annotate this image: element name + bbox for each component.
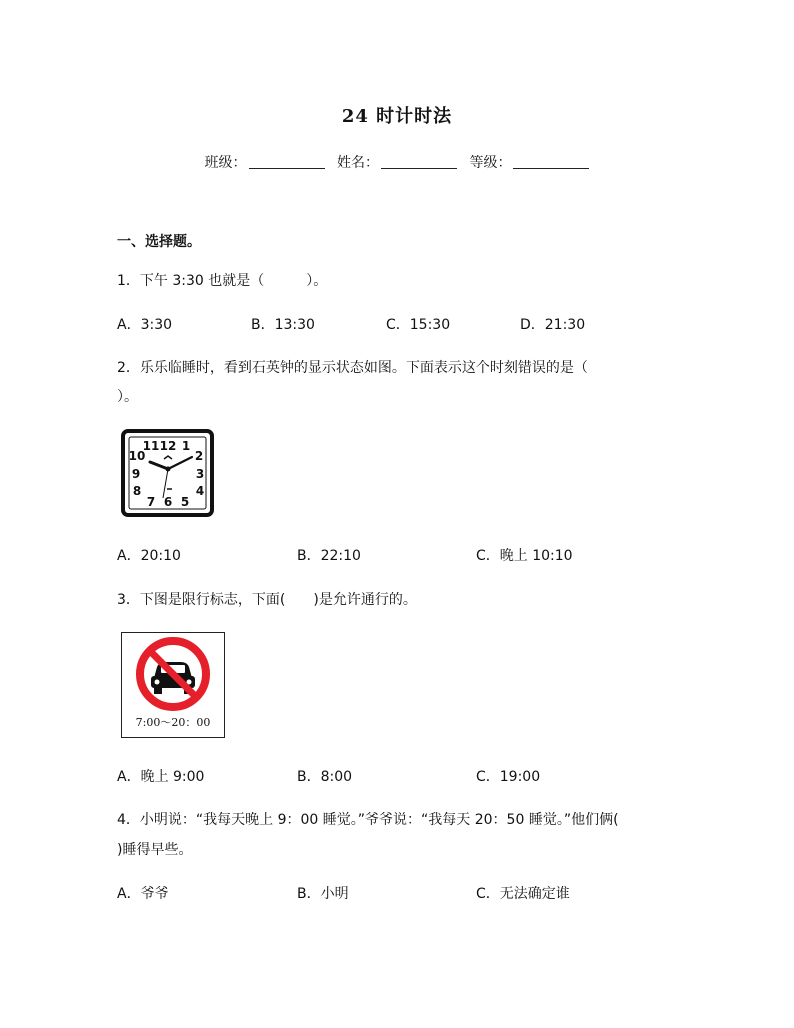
q4-option-c[interactable]: C．无法确定谁 xyxy=(476,886,570,902)
grade-label: 等级： xyxy=(469,155,512,171)
no-car-sign-image xyxy=(121,632,225,738)
student-info-row xyxy=(0,152,794,172)
q4-option-a[interactable]: A．爷爷 xyxy=(117,886,169,902)
grade-blank[interactable] xyxy=(513,154,589,169)
clock-numeral-11: 11 xyxy=(142,439,160,453)
question-1-text: 1．下午 3:30 也就是（ ）。 xyxy=(117,273,328,289)
clock-numeral-3: 3 xyxy=(195,467,205,481)
question-4-text-line1: 4．小明说：“我每天晚上 9：00 睡觉。”爷爷说：“我每天 20：50 睡觉。”他们俩( xyxy=(117,812,619,828)
grade-field xyxy=(469,152,589,172)
q1-option-c[interactable]: C．15:30 xyxy=(386,317,451,333)
clock-numeral-4: 4 xyxy=(195,484,205,498)
q3-option-b[interactable]: B．8:00 xyxy=(297,769,353,785)
clock-numeral-7: 7 xyxy=(146,495,156,509)
clock-image xyxy=(120,428,215,518)
clock-numeral-9: 9 xyxy=(131,467,141,481)
clock-numeral-5: 5 xyxy=(180,495,190,509)
q1-option-b[interactable]: B．13:30 xyxy=(251,317,315,333)
class-blank[interactable] xyxy=(249,154,325,169)
clock-numeral-8: 8 xyxy=(132,484,142,498)
page-title: 24 时计时法 xyxy=(341,106,453,127)
clock-center xyxy=(166,467,171,472)
question-2-text-line1: 2．乐乐临睡时，看到石英钟的显示状态如图。下面表示这个时刻错误的是（ xyxy=(117,360,588,376)
class-field xyxy=(205,152,325,172)
name-label: 姓名： xyxy=(337,155,379,171)
clock-face xyxy=(120,428,215,518)
question-4-text-line2: )睡得早些。 xyxy=(117,842,193,858)
question-3-text: 3．下图是限行标志，下面( )是允许通行的。 xyxy=(117,592,417,608)
q1-option-a[interactable]: A．3:30 xyxy=(117,317,173,333)
clock-numeral-12: 12 xyxy=(159,439,177,453)
section-heading: 一、选择题。 xyxy=(117,234,201,250)
q3-option-a[interactable]: A．晚上 9:00 xyxy=(117,769,205,785)
clock-numeral-6: 6 xyxy=(163,495,173,509)
q1-option-d[interactable]: D．21:30 xyxy=(520,317,586,333)
q2-option-a[interactable]: A．20:10 xyxy=(117,548,181,564)
q3-option-c[interactable]: C．19:00 xyxy=(476,769,541,785)
class-label: 班级： xyxy=(204,155,247,171)
name-blank[interactable] xyxy=(381,154,457,169)
clock-numeral-10: 10 xyxy=(128,449,146,463)
clock-numeral-2: 2 xyxy=(194,449,204,463)
q2-option-b[interactable]: B．22:10 xyxy=(297,548,361,564)
q2-option-c[interactable]: C．晚上 10:10 xyxy=(476,548,573,564)
clock-numeral-1: 1 xyxy=(181,439,191,453)
q4-option-b[interactable]: B．小明 xyxy=(297,886,349,902)
name-field xyxy=(337,152,457,172)
question-2-text-line2: ）。 xyxy=(117,389,138,405)
sign-time-caption: 7:00～20：00 xyxy=(135,716,211,729)
